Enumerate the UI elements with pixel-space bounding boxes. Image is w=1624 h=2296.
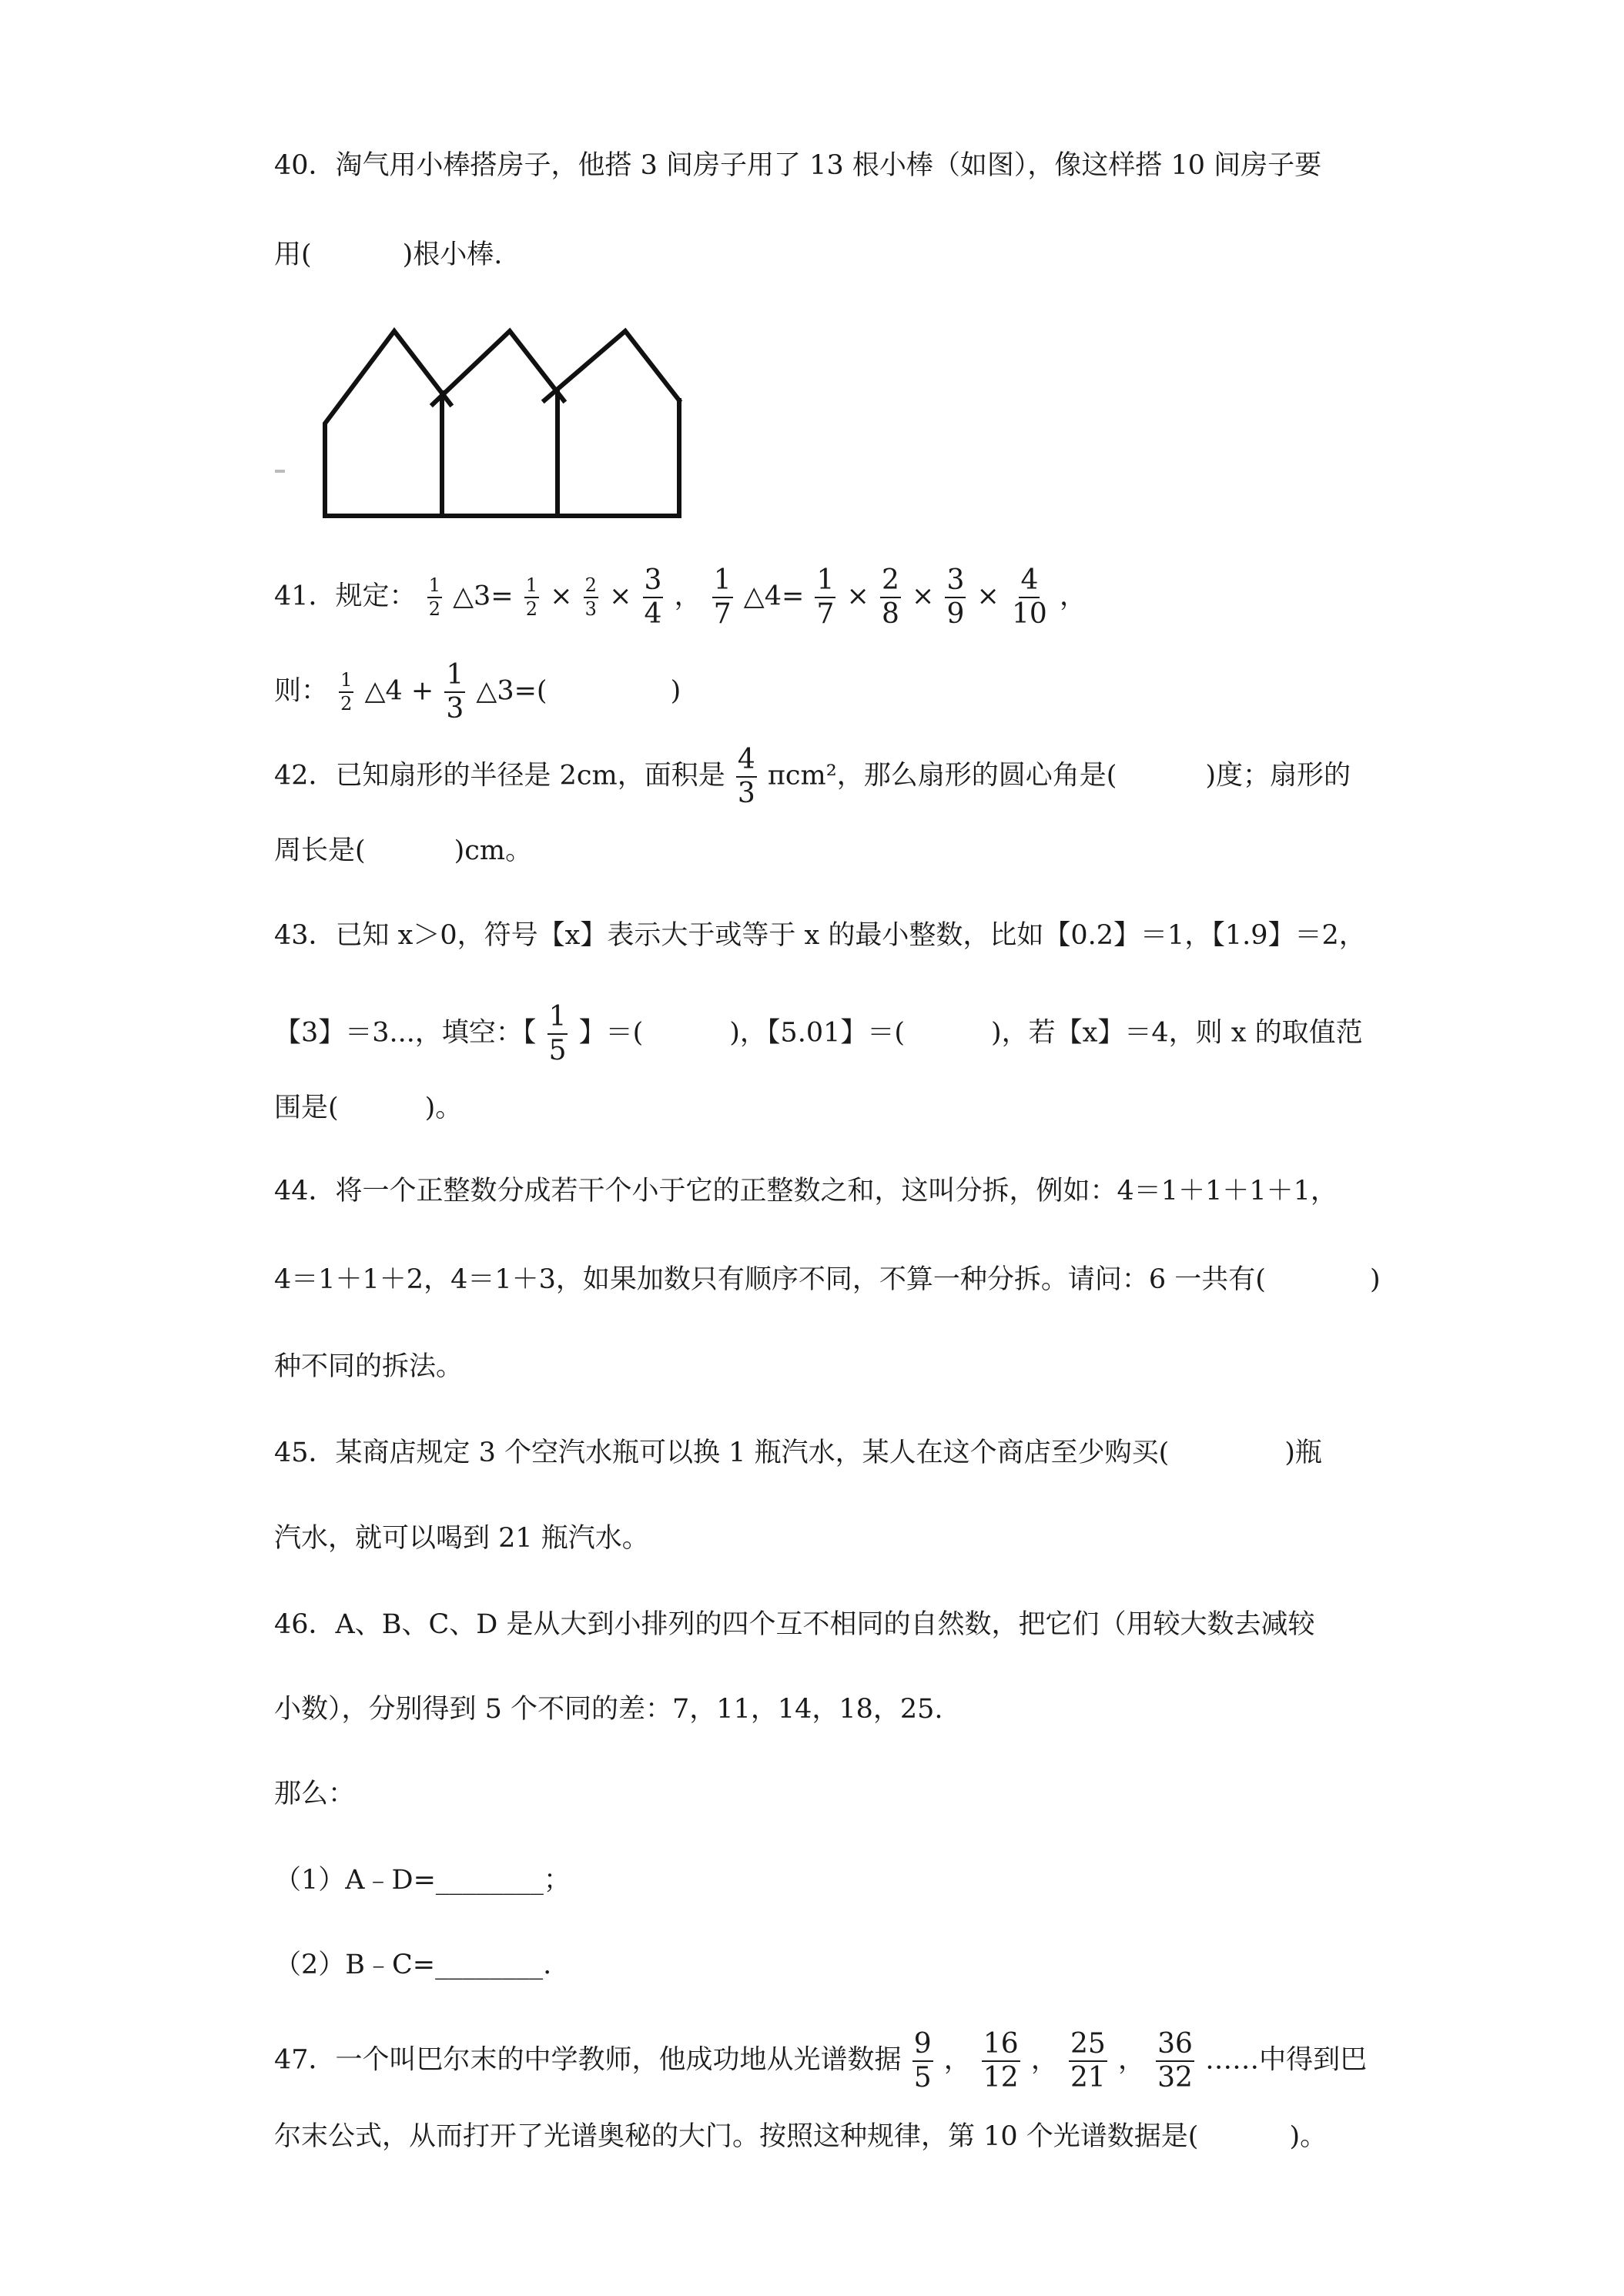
q43-line3: 围是( )。 bbox=[274, 1093, 463, 1123]
q45-line1: 45．某商店规定 3 个空汽水瓶可以换 1 瓶汽水，某人在这个商店至少购买( )瓶 bbox=[274, 1438, 1322, 1468]
q46-line1: 46．A、B、C、D 是从大到小排列的四个互不相同的自然数，把它们（用较大数去减较 bbox=[274, 1609, 1315, 1640]
houses-figure bbox=[271, 323, 695, 531]
fraction-2-8: $\frac{2}{8}$ bbox=[881, 564, 899, 630]
fraction-36-32: $\frac{36}{32}$ bbox=[1157, 2028, 1193, 2094]
fraction-1-7: $\frac{1}{7}$ bbox=[713, 564, 732, 630]
q47-line2: 尔末公式，从而打开了光谱奥秘的大门。按照这种规律，第 10 个光谱数据是( )。 bbox=[274, 2121, 1328, 2152]
fraction-1-5: $\frac{1}{5}$ bbox=[548, 1001, 567, 1066]
fraction-1-3: $\frac{1}{3}$ bbox=[446, 659, 464, 725]
fraction-3-4: $\frac{3}{4}$ bbox=[644, 564, 662, 630]
fraction-1-7: $\frac{1}{7}$ bbox=[816, 564, 835, 630]
fraction-4-10: $\frac{4}{10}$ bbox=[1012, 564, 1047, 630]
q42-line1: 42．已知扇形的半径是 2cm，面积是 $\frac{4}{3}$ πcm²，那么扇形的圆心角是( )度；扇形的 bbox=[274, 744, 1351, 809]
fraction-1-2: $\frac{1}{2}$ bbox=[428, 574, 440, 620]
q46-line4: （1）A﹣D=________； bbox=[274, 1865, 571, 1896]
q46-line5: （2）B﹣C=________. bbox=[274, 1950, 552, 1980]
q44-line2: 4＝1＋1＋2，4＝1＋3，如果加数只有顺序不同，不算一种分拆。请问：6 一共有( ) bbox=[274, 1264, 1381, 1295]
q46-line2: 小数），分别得到 5 个不同的差：7，11，14，18，25. bbox=[274, 1694, 943, 1725]
house-roof-middle bbox=[433, 331, 564, 404]
fraction-1-2: $\frac{1}{2}$ bbox=[340, 668, 353, 715]
q42-line2: 周长是( )cm。 bbox=[274, 835, 533, 866]
q41-line2: 则： $\frac{1}{2}$ △4 + $\frac{1}{3}$ △3=( ) bbox=[274, 659, 681, 725]
fraction-9-5: $\frac{9}{5}$ bbox=[913, 2028, 932, 2094]
fraction-1-2: $\frac{1}{2}$ bbox=[525, 574, 538, 620]
q47-line1: 47．一个叫巴尔末的中学教师，他成功地从光谱数据 $\frac{9}{5}$ ， $\frac{16}{12}$ ， $\frac{25}{21}$ ， $\frac{36}{32}$ ……中得到巴 bbox=[274, 2028, 1368, 2094]
fraction-25-21: $\frac{25}{21}$ bbox=[1070, 2028, 1106, 2094]
house-outline-left bbox=[325, 331, 450, 516]
q43-line2: 【3】＝3...，填空：【 $\frac{1}{5}$ 】＝( )，【5.01】＝( )，若【x】＝4，则 x 的取值范 bbox=[274, 1001, 1363, 1066]
q44-line1: 44．将一个正整数分成若干个小于它的正整数之和，这叫分拆，例如：4＝1＋1＋1＋1， bbox=[274, 1176, 1338, 1207]
q44-line3: 种不同的拆法。 bbox=[274, 1351, 464, 1382]
q45-line2: 汽水，就可以喝到 21 瓶汽水。 bbox=[274, 1523, 649, 1554]
q40-line2: 用( )根小棒. bbox=[274, 239, 503, 270]
fraction-3-9: $\frac{3}{9}$ bbox=[946, 564, 965, 630]
fraction-16-12: $\frac{16}{12}$ bbox=[983, 2028, 1019, 2094]
house-roof-right bbox=[544, 331, 679, 400]
q40-line1: 40．淘气用小棒搭房子，他搭 3 间房子用了 13 根小棒（如图），像这样搭 10 间房子要 bbox=[274, 150, 1322, 181]
q43-line1: 43．已知 x＞0，符号【x】表示大于或等于 x 的最小整数，比如【0.2】＝1，【1.9】＝2， bbox=[274, 920, 1366, 951]
fraction-4-3: $\frac{4}{3}$ bbox=[737, 744, 755, 809]
q41-line1: 41．规定： $\frac{1}{2}$ △3= $\frac{1}{2}$ × $\frac{2}{3}$ × $\frac{3}{4}$ ， $\frac{1}{7}$ △4= $\frac{1}{7}$ × $\frac{2}{8}$ × $\frac{3}{9}$ × $\frac{4}{10}$ ， bbox=[274, 564, 1087, 630]
fraction-2-3: $\frac{2}{3}$ bbox=[584, 574, 597, 620]
q46-line3: 那么： bbox=[274, 1779, 356, 1809]
